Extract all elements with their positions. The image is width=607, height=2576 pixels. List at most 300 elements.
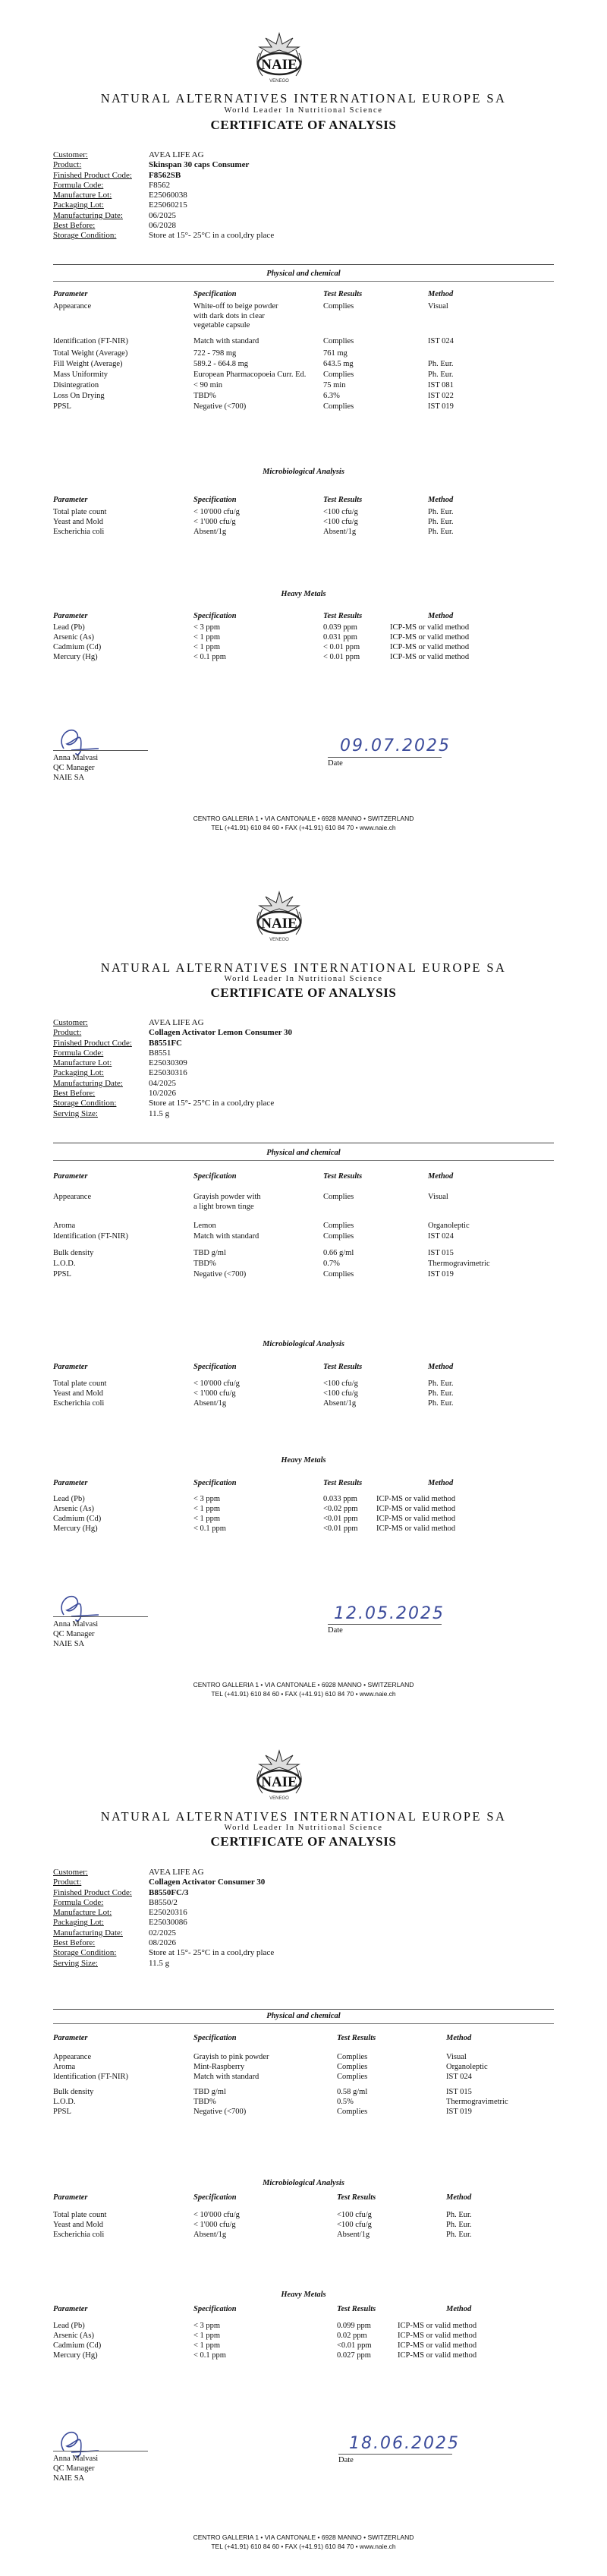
col-results: Test Results <box>337 2305 376 2313</box>
parameter-cell: Yeast and Mold <box>53 2221 104 2229</box>
date-line <box>328 1624 442 1625</box>
product-value: Collagen Activator Lemon Consumer 30 <box>149 1028 293 1038</box>
result-cell: <100 cfu/g <box>337 2221 372 2229</box>
date-label: Date <box>328 1626 343 1635</box>
footer-contact: TEL (+41.91) 610 84 60 • FAX (+41.91) 610 84 70 • www.naie.ch <box>211 2543 396 2550</box>
method-cell: Ph. Eur. <box>428 1399 454 1408</box>
certificate-title: CERTIFICATE OF ANALYSIS <box>210 118 397 132</box>
formula-code-value: F8562 <box>149 180 171 190</box>
result-cell: 761 mg <box>323 349 348 358</box>
finished-code-label: Finished Product Code: <box>53 170 132 180</box>
col-specification: Specification <box>193 2305 237 2313</box>
logo-subtext: VENEGO <box>269 938 289 942</box>
result-cell: 0.033 ppm <box>323 1495 357 1503</box>
date-label: Date <box>338 2456 354 2464</box>
signatory-title: QC Manager <box>53 2464 95 2473</box>
result-cell: Complies <box>323 1232 354 1241</box>
col-results: Test Results <box>337 2034 376 2042</box>
result-cell: 643.5 mg <box>323 360 354 368</box>
footer-address: CENTRO GALLERIA 1 • VIA CANTONALE • 6928 MANNO • SWITZERLAND <box>193 815 414 822</box>
specification-cell: Grayish to pink powder <box>193 2053 269 2061</box>
method-cell: IST 022 <box>428 392 454 400</box>
parameter-cell: Lead (Pb) <box>53 1495 85 1503</box>
result-cell: < 0.01 ppm <box>323 653 360 661</box>
specification-cell: < 1'000 cfu/g <box>193 518 236 526</box>
manufacturing-date-label: Manufacturing Date: <box>53 1078 123 1088</box>
best-before-label: Best Before: <box>53 1089 96 1099</box>
method-cell: ICP-MS or valid method <box>398 2351 477 2360</box>
method-cell: Visual <box>428 1193 448 1201</box>
method-cell: Organoleptic <box>428 1222 470 1230</box>
company-name: NATURAL ALTERNATIVES INTERNATIONAL EUROPE SA <box>100 960 507 975</box>
specification-cell: TBD% <box>193 1260 216 1268</box>
result-cell: 0.02 ppm <box>337 2332 367 2340</box>
handwritten-date: 12.05.2025 <box>334 1604 445 1623</box>
col-parameter: Parameter <box>53 1363 88 1371</box>
method-cell: IST 024 <box>446 2073 472 2081</box>
table-header <box>53 2034 584 2045</box>
method-cell: Organoleptic <box>446 2063 488 2071</box>
section-micro: Microbiological Analysis <box>263 468 344 476</box>
result-cell: 0.7% <box>323 1260 340 1268</box>
formula-code-value: B8551 <box>149 1048 171 1058</box>
col-parameter: Parameter <box>53 1172 88 1181</box>
method-cell: ICP-MS or valid method <box>390 623 470 632</box>
footer <box>0 1680 607 1698</box>
result-cell: Complies <box>323 1222 354 1230</box>
formula-code-label: Formula Code: <box>53 1048 104 1058</box>
product-label: Product: <box>53 1878 82 1887</box>
parameter-cell: Identification (FT-NIR) <box>53 337 129 345</box>
naie-logo <box>249 30 310 87</box>
specification-cell: TBD% <box>193 392 216 400</box>
signatory-company: NAIE SA <box>53 774 85 782</box>
naie-logo <box>249 1748 310 1804</box>
table-header <box>53 2193 584 2204</box>
col-parameter: Parameter <box>53 612 88 620</box>
customer-value: AVEA LIFE AG <box>149 150 204 159</box>
result-cell: Complies <box>323 302 354 311</box>
result-cell: Complies <box>323 1193 354 1201</box>
col-results: Test Results <box>323 1172 363 1181</box>
specification-cell: TBD% <box>193 2098 216 2106</box>
specification-cell: Match with standard <box>193 2073 259 2081</box>
manufacture-lot-value: E25020316 <box>149 1908 187 1918</box>
parameter-cell: PPSL <box>53 402 71 411</box>
best-before-value: 06/2028 <box>149 221 177 231</box>
result-cell: Complies <box>337 2073 368 2081</box>
method-cell: Ph. Eur. <box>428 1389 454 1398</box>
method-cell: ICP-MS or valid method <box>398 2322 477 2330</box>
parameter-cell: Total plate count <box>53 2211 107 2219</box>
method-cell: IST 019 <box>446 2108 472 2116</box>
specification-cell: < 1 ppm <box>193 1505 221 1513</box>
signatory-name: Anna Malvasi <box>53 2455 99 2463</box>
method-cell: IST 019 <box>428 1270 454 1279</box>
col-results: Test Results <box>323 612 363 620</box>
section-physical: Physical and chemical <box>266 270 341 278</box>
col-parameter: Parameter <box>53 290 88 298</box>
result-cell: 6.3% <box>323 392 340 400</box>
finished-code-value: B8550FC/3 <box>149 1887 189 1897</box>
specification-cell: < 1 ppm <box>193 2332 221 2340</box>
parameter-cell: Yeast and Mold <box>53 518 104 526</box>
result-cell: 0.039 ppm <box>323 623 357 632</box>
method-cell: Ph. Eur. <box>446 2231 472 2239</box>
specification-cell: Negative (<700) <box>193 402 247 411</box>
col-method: Method <box>446 2193 472 2202</box>
specification-cell: < 10'000 cfu/g <box>193 1379 240 1388</box>
col-specification: Specification <box>193 290 237 298</box>
parameter-cell: Total plate count <box>53 1379 107 1388</box>
method-cell: ICP-MS or valid method <box>376 1515 456 1523</box>
result-cell: Complies <box>323 337 354 345</box>
specification-cell: Match with standard <box>193 337 259 345</box>
signatory-block <box>53 2454 98 2483</box>
parameter-cell: Aroma <box>53 2063 76 2071</box>
specification-cell: Absent/1g <box>193 528 227 536</box>
storage-label: Storage Condition: <box>53 231 117 241</box>
date-line <box>328 757 442 758</box>
specification-cell: Mint-Raspberry <box>193 2063 245 2071</box>
packaging-lot-value: E25060215 <box>149 200 187 210</box>
col-parameter: Parameter <box>53 2305 88 2313</box>
handwritten-date: 18.06.2025 <box>349 2434 460 2453</box>
logo-text: NAIE <box>261 916 297 932</box>
col-parameter: Parameter <box>53 2034 88 2042</box>
customer-value: AVEA LIFE AG <box>149 1018 204 1027</box>
result-cell: 0.031 ppm <box>323 633 357 642</box>
parameter-cell: Cadmium (Cd) <box>53 643 102 651</box>
footer-address: CENTRO GALLERIA 1 • VIA CANTONALE • 6928 MANNO • SWITZERLAND <box>193 2533 414 2541</box>
naie-logo <box>249 889 310 945</box>
result-cell: Complies <box>323 402 354 411</box>
col-method: Method <box>428 1172 454 1181</box>
parameter-cell: Arsenic (As) <box>53 1505 94 1513</box>
parameter-cell: Disintegration <box>53 381 99 389</box>
formula-code-value: B8550/2 <box>149 1897 178 1907</box>
customer-value: AVEA LIFE AG <box>149 1868 204 1877</box>
result-cell: Absent/1g <box>323 1399 357 1408</box>
result-cell: <0.02 ppm <box>323 1505 358 1513</box>
serving-size-value: 11.5 g <box>149 1958 170 1968</box>
parameter-cell: Arsenic (As) <box>53 2332 94 2340</box>
result-cell: <100 cfu/g <box>323 508 358 516</box>
col-parameter: Parameter <box>53 1479 88 1487</box>
specification-cell: European Pharmacopoeia Curr. Ed. <box>193 370 307 379</box>
tagline: World Leader In Nutritional Science <box>224 106 383 115</box>
method-cell: Ph. Eur. <box>428 528 454 536</box>
method-cell: IST 015 <box>446 2088 472 2096</box>
logo-subtext: VENEGO <box>269 79 289 84</box>
method-cell: IST 019 <box>428 402 454 411</box>
certificate-title: CERTIFICATE OF ANALYSIS <box>210 985 397 1000</box>
parameter-cell: Total Weight (Average) <box>53 349 128 358</box>
result-cell: Complies <box>337 2063 368 2071</box>
col-results: Test Results <box>323 290 363 298</box>
best-before-value: 10/2026 <box>149 1089 177 1099</box>
product-info <box>53 1868 274 1969</box>
signatory-block <box>53 753 98 783</box>
method-cell: ICP-MS or valid method <box>390 643 470 651</box>
finished-code-value: F8562SB <box>149 170 181 180</box>
parameter-cell: Identification (FT-NIR) <box>53 1232 129 1241</box>
col-parameter: Parameter <box>53 2193 88 2202</box>
method-cell: IST 015 <box>428 1249 454 1257</box>
result-cell: 0.58 g/ml <box>337 2088 368 2096</box>
certificate-title: CERTIFICATE OF ANALYSIS <box>210 1834 397 1849</box>
footer-contact: TEL (+41.91) 610 84 60 • FAX (+41.91) 610 84 70 • www.naie.ch <box>211 824 396 831</box>
specification-cell: < 0.1 ppm <box>193 2351 226 2360</box>
manufacture-lot-value: E25060038 <box>149 191 187 200</box>
method-cell: ICP-MS or valid method <box>390 653 470 661</box>
manufacturing-date-value: 04/2025 <box>149 1078 177 1088</box>
specification-cell: < 1 ppm <box>193 633 221 642</box>
result-cell: <100 cfu/g <box>337 2211 372 2219</box>
manufacture-lot-value: E25030309 <box>149 1058 187 1068</box>
specification-cell: < 0.1 ppm <box>193 1524 226 1533</box>
result-cell: 75 min <box>323 381 346 389</box>
col-specification: Specification <box>193 1172 237 1181</box>
specification-cell: 589.2 - 664.8 mg <box>193 360 249 368</box>
section-micro: Microbiological Analysis <box>263 2179 344 2187</box>
best-before-label: Best Before: <box>53 221 96 231</box>
method-cell: Ph. Eur. <box>428 518 454 526</box>
date-line <box>338 2454 452 2455</box>
specification-cell: < 90 min <box>193 381 223 389</box>
signatory-title: QC Manager <box>53 764 95 772</box>
method-cell: ICP-MS or valid method <box>376 1524 456 1533</box>
tagline: World Leader In Nutritional Science <box>224 1824 383 1832</box>
signatory-name: Anna Malvasi <box>53 1620 99 1629</box>
parameter-cell: Mercury (Hg) <box>53 2351 98 2360</box>
section-line <box>53 2023 554 2024</box>
section-heavy: Heavy Metals <box>281 1456 326 1465</box>
divider <box>53 264 554 265</box>
result-cell: < 0.01 ppm <box>323 643 360 651</box>
customer-label: Customer: <box>53 1868 88 1877</box>
company-name: NATURAL ALTERNATIVES INTERNATIONAL EUROPE SA <box>100 1809 507 1824</box>
result-cell: 0.5% <box>337 2098 354 2106</box>
method-cell: Visual <box>446 2053 467 2061</box>
divider <box>53 2009 554 2010</box>
storage-label: Storage Condition: <box>53 1099 117 1108</box>
method-cell: IST 081 <box>428 381 454 389</box>
col-specification: Specification <box>193 1363 237 1371</box>
product-value: Collagen Activator Consumer 30 <box>149 1878 266 1887</box>
parameter-cell: PPSL <box>53 2108 71 2116</box>
specification-cell: < 1 ppm <box>193 643 221 651</box>
storage-value: Store at 15°- 25°C in a cool,dry place <box>149 1948 275 1958</box>
parameter-cell: Mercury (Hg) <box>53 1524 98 1533</box>
packaging-lot-label: Packaging Lot: <box>53 200 104 210</box>
method-cell: IST 024 <box>428 1232 454 1241</box>
col-specification: Specification <box>193 2034 237 2042</box>
result-cell: <0.01 ppm <box>323 1515 358 1523</box>
specification-cell: 722 - 798 mg <box>193 349 237 358</box>
method-cell: Thermogravimetric <box>446 2098 508 2106</box>
col-results: Test Results <box>337 2193 376 2202</box>
specification-cell: < 1 ppm <box>193 1515 221 1523</box>
specification-cell: TBD g/ml <box>193 2088 226 2096</box>
section-heavy: Heavy Metals <box>281 590 326 598</box>
section-physical: Physical and chemical <box>266 1149 341 1157</box>
result-cell: <0.01 ppm <box>337 2341 372 2350</box>
table-header <box>53 1363 584 1373</box>
result-cell: Absent/1g <box>337 2231 370 2239</box>
finished-code-label: Finished Product Code: <box>53 1038 132 1048</box>
formula-code-label: Formula Code: <box>53 1897 104 1907</box>
table-header <box>53 496 584 506</box>
product-label: Product: <box>53 160 82 170</box>
method-cell: Ph. Eur. <box>446 2221 472 2229</box>
parameter-cell: Identification (FT-NIR) <box>53 2073 129 2081</box>
date-label: Date <box>328 759 343 768</box>
specification-cell: White-off to beige powder with dark dots in clear vegetable capsule <box>193 302 278 329</box>
parameter-cell: Mass Uniformity <box>53 370 109 379</box>
specification-cell: Absent/1g <box>193 1399 227 1408</box>
footer-address: CENTRO GALLERIA 1 • VIA CANTONALE • 6928 MANNO • SWITZERLAND <box>193 1681 414 1688</box>
packaging-lot-value: E25030086 <box>149 1918 187 1928</box>
table-header <box>53 612 584 623</box>
storage-label: Storage Condition: <box>53 1948 117 1958</box>
result-cell: Complies <box>337 2053 368 2061</box>
specification-cell: < 0.1 ppm <box>193 653 226 661</box>
specification-cell: < 3 ppm <box>193 2322 221 2330</box>
signatory-block <box>53 1619 98 1649</box>
packaging-lot-label: Packaging Lot: <box>53 1918 104 1928</box>
product-value: Skinspan 30 caps Consumer <box>149 160 250 170</box>
specification-cell: Negative (<700) <box>193 1270 247 1279</box>
parameter-cell: Escherichia coli <box>53 1399 105 1408</box>
signatory-title: QC Manager <box>53 1630 95 1638</box>
manufacture-lot-label: Manufacture Lot: <box>53 1058 112 1068</box>
customer-label: Customer: <box>53 1018 88 1027</box>
product-label: Product: <box>53 1028 82 1038</box>
method-cell: Ph. Eur. <box>428 370 454 379</box>
finished-code-value: B8551FC <box>149 1038 182 1048</box>
col-method: Method <box>446 2034 472 2042</box>
certificate-page-2 <box>0 859 607 1717</box>
specification-cell: TBD g/ml <box>193 1249 226 1257</box>
method-cell: ICP-MS or valid method <box>398 2341 477 2350</box>
specification-cell: < 1 ppm <box>193 2341 221 2350</box>
col-parameter: Parameter <box>53 496 88 504</box>
packaging-lot-value: E25030316 <box>149 1068 187 1078</box>
certificate-page-3 <box>0 1717 607 2576</box>
parameter-cell: Appearance <box>53 1193 92 1201</box>
specification-cell: Grayish powder with a light brown tinge <box>193 1193 261 1211</box>
table-header <box>53 2305 584 2316</box>
col-specification: Specification <box>193 1479 237 1487</box>
result-cell: Complies <box>337 2108 368 2116</box>
col-results: Test Results <box>323 1479 363 1487</box>
signature-line <box>53 1616 148 1617</box>
parameter-cell: Mercury (Hg) <box>53 653 98 661</box>
packaging-lot-label: Packaging Lot: <box>53 1068 104 1078</box>
serving-size-label: Serving Size: <box>53 1958 98 1968</box>
company-name: NATURAL ALTERNATIVES INTERNATIONAL EUROPE SA <box>100 91 507 106</box>
parameter-cell: Loss On Drying <box>53 392 105 400</box>
specification-cell: < 1'000 cfu/g <box>193 2221 236 2229</box>
parameter-cell: Escherichia coli <box>53 2231 105 2239</box>
parameter-cell: Bulk density <box>53 2088 94 2096</box>
method-cell: Ph. Eur. <box>428 360 454 368</box>
method-cell: ICP-MS or valid method <box>390 633 470 642</box>
parameter-cell: Cadmium (Cd) <box>53 2341 102 2350</box>
parameter-cell: Lead (Pb) <box>53 623 85 632</box>
logo-subtext: VENEGO <box>269 1796 289 1801</box>
manufacturing-date-value: 06/2025 <box>149 210 177 220</box>
manufacture-lot-label: Manufacture Lot: <box>53 1908 112 1918</box>
footer <box>0 814 607 832</box>
parameter-cell: Appearance <box>53 302 92 311</box>
customer-label: Customer: <box>53 150 88 159</box>
parameter-cell: Bulk density <box>53 1249 94 1257</box>
section-line <box>53 281 554 282</box>
parameter-cell: Appearance <box>53 2053 92 2061</box>
section-line <box>53 1160 554 1161</box>
product-info <box>53 1018 292 1119</box>
method-cell: Thermogravimetric <box>428 1260 490 1268</box>
section-heavy: Heavy Metals <box>281 2291 326 2299</box>
signatory-name: Anna Malvasi <box>53 754 99 762</box>
manufacturing-date-label: Manufacturing Date: <box>53 1928 123 1938</box>
product-info <box>53 150 274 241</box>
specification-cell: < 1'000 cfu/g <box>193 1389 236 1398</box>
parameter-cell: PPSL <box>53 1270 71 1279</box>
signatory-company: NAIE SA <box>53 1640 85 1648</box>
col-method: Method <box>428 290 454 298</box>
manufacturing-date-label: Manufacturing Date: <box>53 210 123 220</box>
best-before-label: Best Before: <box>53 1938 96 1948</box>
specification-cell: < 3 ppm <box>193 623 221 632</box>
serving-size-value: 11.5 g <box>149 1108 170 1118</box>
col-method: Method <box>428 612 454 620</box>
parameter-cell: Arsenic (As) <box>53 633 94 642</box>
parameter-cell: Total plate count <box>53 508 107 516</box>
table-header <box>53 290 584 301</box>
col-results: Test Results <box>323 1363 363 1371</box>
parameter-cell: Lead (Pb) <box>53 2322 85 2330</box>
parameter-cell: Yeast and Mold <box>53 1389 104 1398</box>
table-header <box>53 1479 584 1490</box>
serving-size-label: Serving Size: <box>53 1108 98 1118</box>
specification-cell: Negative (<700) <box>193 2108 247 2116</box>
result-cell: <0.01 ppm <box>323 1524 358 1533</box>
tagline: World Leader In Nutritional Science <box>224 975 383 983</box>
col-specification: Specification <box>193 2193 237 2202</box>
parameter-cell: L.O.D. <box>53 2098 76 2106</box>
result-cell: <100 cfu/g <box>323 518 358 526</box>
method-cell: ICP-MS or valid method <box>376 1505 456 1513</box>
specification-cell: < 3 ppm <box>193 1495 221 1503</box>
method-cell: Ph. Eur. <box>446 2211 472 2219</box>
result-cell: Absent/1g <box>323 528 357 536</box>
certificate-page-1 <box>0 0 607 859</box>
col-method: Method <box>428 1363 454 1371</box>
method-cell: IST 024 <box>428 337 454 345</box>
specification-cell: < 10'000 cfu/g <box>193 2211 240 2219</box>
finished-code-label: Finished Product Code: <box>53 1887 132 1897</box>
result-cell: Complies <box>323 370 354 379</box>
parameter-cell: Aroma <box>53 1222 76 1230</box>
manufacture-lot-label: Manufacture Lot: <box>53 191 112 200</box>
section-micro: Microbiological Analysis <box>263 1340 344 1348</box>
footer <box>0 2533 607 2551</box>
method-cell: Visual <box>428 302 448 311</box>
result-cell: 0.099 ppm <box>337 2322 371 2330</box>
